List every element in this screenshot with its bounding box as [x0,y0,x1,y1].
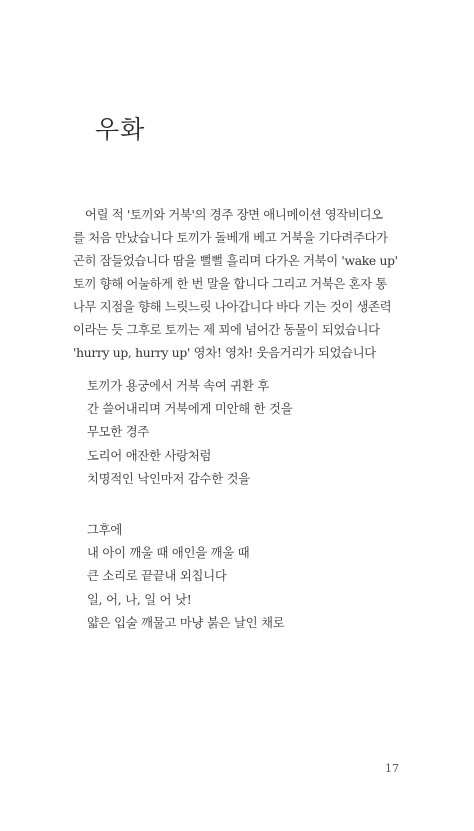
verse-line: 그후에 [87,523,123,537]
verse-line: 도리어 애잔한 사랑처럼 [87,448,212,463]
paragraph-line: 토끼 향해 어눌하게 한 번 말을 합니다 그리고 거북은 혼자 통 [73,277,387,291]
paragraph-line: 이라는 듯 그후로 토끼는 제 꾀에 넘어간 동물이 되었습니다 [73,323,380,337]
prose-paragraph [73,204,413,365]
stanza-one [87,375,292,491]
paragraph-line: 나무 지점을 향해 느릿느릿 나아갑니다 바다 기는 것이 생존력 [73,300,392,314]
verse-line: 토끼가 용궁에서 거북 속여 귀환 후 [87,379,270,393]
verse-line: 간 쓸어내리며 거북에게 미안해 한 것을 [87,402,293,417]
paragraph-line: 를 처음 만났습니다 토끼가 돌베개 베고 거북을 기다려주다가 [73,231,388,245]
paragraph-line: 'hurry up, hurry up' 영차! 영차! 웃음거리가 되었습니다 [73,346,376,360]
page-number: 17 [385,762,399,775]
verse-line: 큰 소리로 끝끝내 외칩니다 [87,569,227,584]
verse-line: 얇은 입술 깨물고 마냥 붉은 날인 채로 [87,615,285,630]
verse-line: 일, 어, 나, 일 어 낫! [87,592,192,607]
poem-title: 우화 [95,115,146,144]
paragraph-line: 어릴 적 '토끼와 거북'의 경주 장면 애니메이션 영작비디오 [85,208,383,222]
verse-line: 무모한 경주 [87,425,150,440]
paragraph-line: 곤히 잠들었습니다 땀을 뻘뻘 흘리며 다가온 거북이 'wake up' [73,254,398,268]
verse-line: 내 아이 깨울 때 애인을 깨울 때 [87,546,250,561]
stanza-two [87,519,284,635]
verse-line: 치명적인 낙인마저 감수한 것을 [87,471,250,486]
